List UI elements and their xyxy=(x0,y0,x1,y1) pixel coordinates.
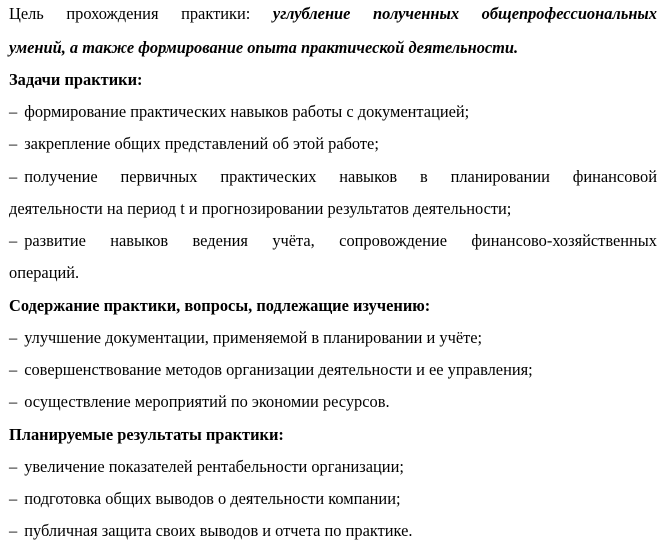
tasks-item xyxy=(9,101,657,123)
tasks-item-continuation: деятельности на период t и прогнозировании результатов деятельности; xyxy=(9,199,512,218)
bullet-dash: – xyxy=(9,360,18,379)
bullet-dash: – xyxy=(9,231,18,250)
content-item-text: совершенствование методов организации деятельности и ее управления; xyxy=(24,360,533,379)
results-heading: Планируемые результаты практики: xyxy=(9,425,284,444)
results-item xyxy=(9,456,657,478)
tasks-item-continuation: операций. xyxy=(9,263,80,282)
goal-line-2 xyxy=(9,37,657,59)
goal-line-1 xyxy=(9,3,657,25)
content-item xyxy=(9,327,657,349)
content-heading: Содержание практики, вопросы, подлежащие изучению: xyxy=(9,296,431,315)
goal-text-2: умений, а также формирование опыта практической деятельности. xyxy=(9,38,519,57)
bullet-dash: – xyxy=(9,521,18,540)
bullet-dash: – xyxy=(9,134,18,153)
tasks-item-text: формирование практических навыков работы с документацией; xyxy=(24,102,470,121)
tasks-item-text: развитие навыков ведения учёта, сопровождение финансово-хозяйственных xyxy=(24,231,657,250)
content-item xyxy=(9,359,657,381)
results-item-text: публичная защита своих выводов и отчета по практике. xyxy=(24,521,413,540)
tasks-item-text: закрепление общих представлений об этой работе; xyxy=(24,134,379,153)
tasks-item-text: получение первичных практических навыков в планировании финансовой xyxy=(24,167,657,186)
bullet-dash: – xyxy=(9,102,18,121)
bullet-dash: – xyxy=(9,328,18,347)
tasks-item xyxy=(9,133,657,155)
content-item-text: осуществление мероприятий по экономии ресурсов. xyxy=(24,392,390,411)
results-item xyxy=(9,488,657,510)
goal-label: Цель прохождения практики: xyxy=(9,4,251,23)
content-item xyxy=(9,391,657,413)
content-item-text: улучшение документации, применяемой в планировании и учёте; xyxy=(24,328,483,347)
bullet-dash: – xyxy=(9,167,18,186)
tasks-item xyxy=(9,230,657,252)
bullet-dash: – xyxy=(9,392,18,411)
results-item-text: увеличение показателей рентабельности организации; xyxy=(24,457,404,476)
tasks-item xyxy=(9,166,657,188)
results-item xyxy=(9,520,657,542)
bullet-dash: – xyxy=(9,457,18,476)
tasks-heading: Задачи практики: xyxy=(9,70,143,89)
goal-text-1: углубление полученных общепрофессиональных xyxy=(272,4,657,23)
bullet-dash: – xyxy=(9,489,18,508)
results-item-text: подготовка общих выводов о деятельности компании; xyxy=(24,489,401,508)
